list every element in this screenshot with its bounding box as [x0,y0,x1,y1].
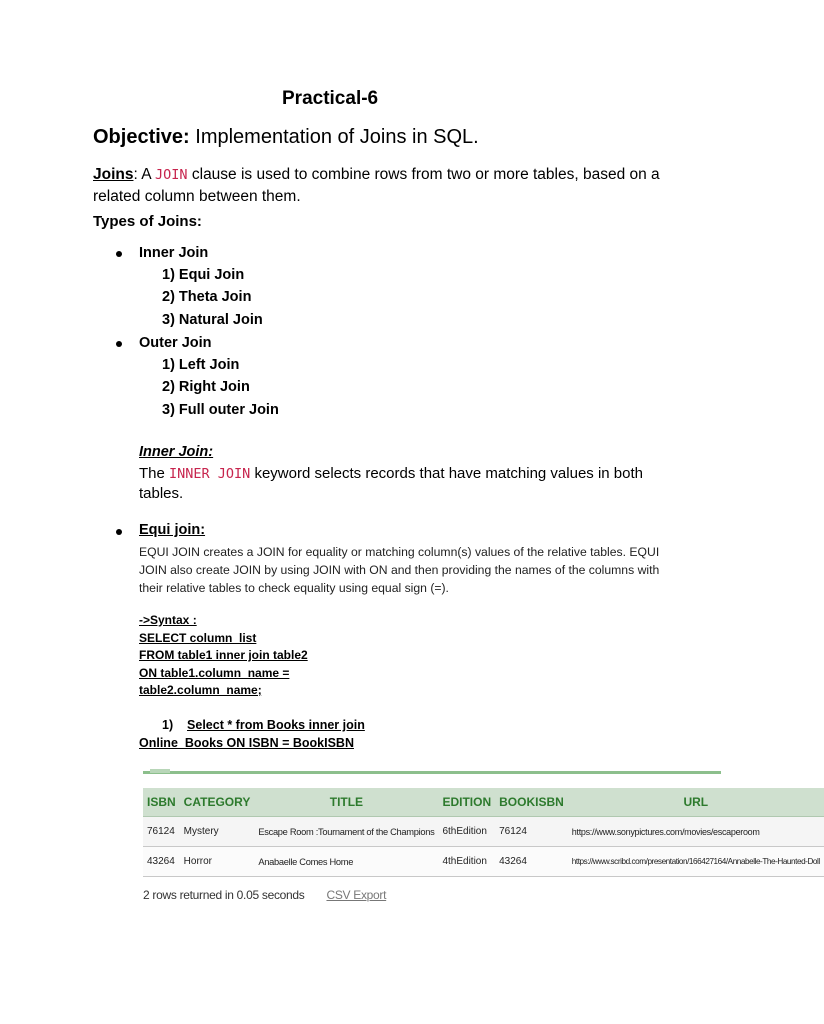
inner-join-keyword: INNER JOIN [169,466,251,482]
rows-returned-status: 2 rows returned in 0.05 seconds [143,888,305,902]
objective-label: Objective: [93,126,190,148]
inner-join-rest: keyword selects records that have matching values in both tables. [139,465,643,502]
bullet-dot [116,529,122,535]
join-subtype: 1) Equi Join [162,267,245,283]
objective-text: Implementation of Joins in SQL. [189,126,479,148]
join-type-outer: Outer Join [139,335,212,351]
table-cell: Mystery [180,817,255,847]
syntax-line: ON table1.column_name = [139,666,290,680]
column-header: ISBN [143,788,180,817]
join-keyword: JOIN [155,167,188,183]
join-subtype: 2) Right Join [162,379,250,395]
table-cell: 76124 [495,817,568,847]
bullet-dot [116,341,122,347]
joins-term: Joins [93,166,134,183]
table-cell: Anabaelle Comes Home [254,847,438,877]
join-subtype: 3) Natural Join [162,312,263,328]
query-line-2: Online_Books ON ISBN = BookISBN [139,736,354,750]
result-footer [143,888,386,902]
syntax-line: table2.column_name; [139,683,262,697]
table-cell: 43264 [143,847,180,877]
table-cell: 76124 [143,817,180,847]
join-subtype: 2) Theta Join [162,289,252,305]
bullet-dot [116,251,122,257]
inner-join-prefix: The [139,465,170,482]
column-header: CATEGORY [180,788,255,817]
equi-join-description: EQUI JOIN creates a JOIN for equality or matching column(s) values of the relative tables. EQUI JOIN also create JOIN by using JOIN with ON and then providing the names of the columns with their relative tables to check equality using equal sign (=). [139,545,660,595]
column-header: BOOKISBN [495,788,568,817]
inner-join-heading: Inner Join: [139,444,214,460]
syntax-line: SELECT column_list [139,631,257,645]
column-header: URL [568,788,824,817]
types-heading: Types of Joins: [93,213,202,230]
query-text-1: Select * from Books inner join [187,718,365,732]
objective-line [93,126,479,149]
query-number: 1) [162,718,174,732]
result-tab-marker [150,769,170,773]
table-cell: Horror [180,847,255,877]
syntax-line: ->Syntax : [139,613,197,627]
joins-definition [93,164,673,207]
column-header: EDITION [438,788,495,817]
table-cell: https://www.scribd.com/presentation/166427164/Annabelle-The-Haunted-Doll [568,847,824,877]
column-header: TITLE [254,788,438,817]
result-top-bar [143,771,721,774]
table-header-row [143,788,824,817]
table-cell: 6thEdition [438,817,495,847]
equi-join-heading: Equi join: [139,522,206,538]
result-table [143,788,824,877]
table-cell: https://www.sonypictures.com/movies/escaperoom [568,817,824,847]
page-title: Practical-6 [282,88,379,109]
table-cell: 4thEdition [438,847,495,877]
table-cell: Escape Room :Tournament of the Champions [254,817,438,847]
table-row [143,817,824,847]
syntax-line: FROM table1 inner join table2 [139,648,308,662]
join-subtype: 1) Left Join [162,357,240,373]
join-subtype: 3) Full outer Join [162,402,279,418]
join-type-inner: Inner Join [139,245,209,261]
table-cell: 43264 [495,847,568,877]
query-line-1 [162,718,365,732]
csv-export-link[interactable]: CSV Export [326,888,387,902]
joins-prefix: : A [133,166,156,183]
inner-join-description [139,464,679,504]
table-row [143,847,824,877]
joins-rest: clause is used to combine rows from two or more tables, based on a related column between them. [93,166,660,205]
